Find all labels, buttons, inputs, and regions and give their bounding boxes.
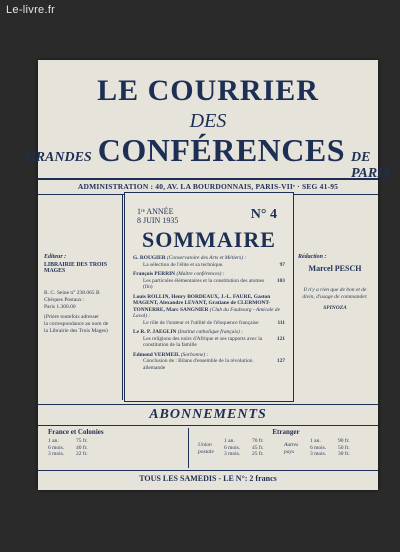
abon-row: 6 mois. 45 fr.: [224, 444, 264, 451]
abon-row: 1 an. 90 fr.: [310, 438, 350, 444]
middle-section: [38, 194, 378, 402]
abon-row: 1 an. 75 fr.: [48, 438, 88, 444]
toc-author-note: (Maître conférences) :: [176, 271, 225, 277]
toc-author: Le R. P. JAEGLIN: [133, 329, 177, 335]
abon-row: 3 mois. 30 fr.: [310, 451, 350, 457]
masthead: [25, 60, 391, 181]
issue-info: [137, 207, 178, 225]
toc-title: Le rôle de l'orateur et l'utilité de l'éloquence française: [143, 319, 259, 326]
toc-entry: [133, 329, 285, 349]
toc-author-note: (Sorbonne) :: [180, 351, 209, 358]
toc-page: 103: [276, 277, 285, 284]
editeur-line: (Prière toutefois adresser: [44, 314, 99, 320]
magazine-cover: [25, 60, 391, 490]
abon-row: 3 mois. 22 fr.: [48, 451, 88, 457]
abon-etranger-header: Etranger: [272, 428, 300, 436]
toc-author-note: (Conservatoire des Arts et Métiers) :: [167, 255, 247, 261]
issue-number: N° 4: [250, 207, 277, 222]
toc-page: 111: [277, 319, 285, 326]
epigraph-quote: Il n'y a rien que de bon et de divin, d'usage de commander.: [302, 287, 368, 300]
toc-entry: [133, 352, 285, 372]
masthead-line1: LE COURRIER: [97, 74, 319, 107]
toc-author: François PERRIN: [133, 271, 176, 277]
abon-row: 1 an. 70 fr.: [224, 438, 264, 444]
abon-union-label: Union postale: [198, 442, 214, 455]
abon-row: 6 mois. 50 fr.: [310, 444, 350, 451]
masthead-line2: DES: [189, 110, 227, 132]
toc-page: 127: [276, 358, 285, 364]
toc-title: La sélection de l'élite et sa technique.: [143, 261, 224, 268]
abonnements-section: [38, 426, 378, 470]
divider-left: [122, 194, 123, 400]
editeur-line: la correspondance au nom de: [44, 321, 109, 327]
toc-author: Louis ROLLIN, Henry BORDEAUX, J.-L. FAURE, Gaston MAGENT, Alexandre LEVANT, Gratiane de CLERMONT-TONNERRE, Marc SANGNIER: [133, 293, 271, 313]
toc-title: Les religions des noirs d'Afrique et ses rapports avec la constitution de la famille: [143, 335, 263, 348]
toc-author: Edmond VERMEIL: [133, 351, 180, 358]
abon-france: [48, 428, 158, 458]
redaction-name: Marcel PESCH: [308, 264, 362, 273]
sommaire-box: [124, 192, 294, 402]
toc-author: G. ROUGIER: [133, 255, 166, 261]
toc-author-note: (Institut catholique français) :: [177, 329, 243, 335]
abon-row: 3 mois. 25 fr.: [224, 451, 264, 457]
admin-bar: ADMINISTRATION : 40, AV. LA BOURDONNAIS, PARIS-VIIᵉ · SEG 41-95: [38, 178, 378, 195]
abon-etranger: [198, 428, 374, 458]
redaction-label: Rédaction :: [298, 254, 327, 260]
toc-author-note: (Club du Faubourg - Amicale de Laval) :: [133, 306, 281, 319]
masthead-line3-right: DE PARIS: [351, 150, 391, 181]
editeur-name: LIBRAIRIE DES TROIS MAGES: [44, 262, 108, 274]
toc-entry: [133, 255, 285, 268]
toc-entry: [133, 294, 285, 327]
masthead-line3-left: GRANDES: [25, 150, 92, 165]
right-column: [296, 194, 374, 402]
abonnements-title: ABONNEMENTS: [38, 404, 378, 426]
editeur-line: Paris 1.300.00: [44, 304, 76, 310]
toc-page: 121: [276, 335, 285, 342]
editeur-details: [44, 290, 120, 335]
abon-autres-label: Autres pays: [284, 442, 299, 455]
epigraph-author: SPINOZA: [323, 305, 347, 311]
toc-title: Conclusion de : Bilans d'ensemble de la révolution allemande: [143, 358, 253, 371]
toc-page: 97: [279, 261, 285, 268]
toc-entry: [133, 271, 285, 291]
left-column: [44, 194, 120, 402]
editeur-line: la Librairie des Trois Mages): [44, 328, 108, 334]
editeur-line: Chèques Postaux :: [44, 297, 85, 303]
watermark-text: Le-livre.fr: [6, 4, 56, 16]
abon-divider: [188, 428, 189, 468]
abon-france-header: France et Colonies: [48, 428, 104, 436]
table-of-contents: [133, 255, 285, 374]
toc-title: Les particules élémentaires et la constitution des atomes (fin): [143, 277, 265, 290]
masthead-line3-main: CONFÉRENCES: [97, 132, 346, 168]
sommaire-title: SOMMAIRE: [142, 227, 276, 252]
editeur-line: R. C. Seine n° 238.065 B: [44, 290, 100, 296]
abon-row: 6 mois. 40 fr.: [48, 444, 88, 451]
masthead-line3: [25, 132, 391, 182]
editeur-label: Editeur :: [44, 254, 67, 260]
bottom-line: TOUS LES SAMEDIS - LE N°: 2 francs: [38, 470, 378, 487]
issue-year: 1ʳᵉ ANNÉE: [137, 207, 174, 216]
issue-date: 8 JUIN 1935: [137, 216, 179, 225]
